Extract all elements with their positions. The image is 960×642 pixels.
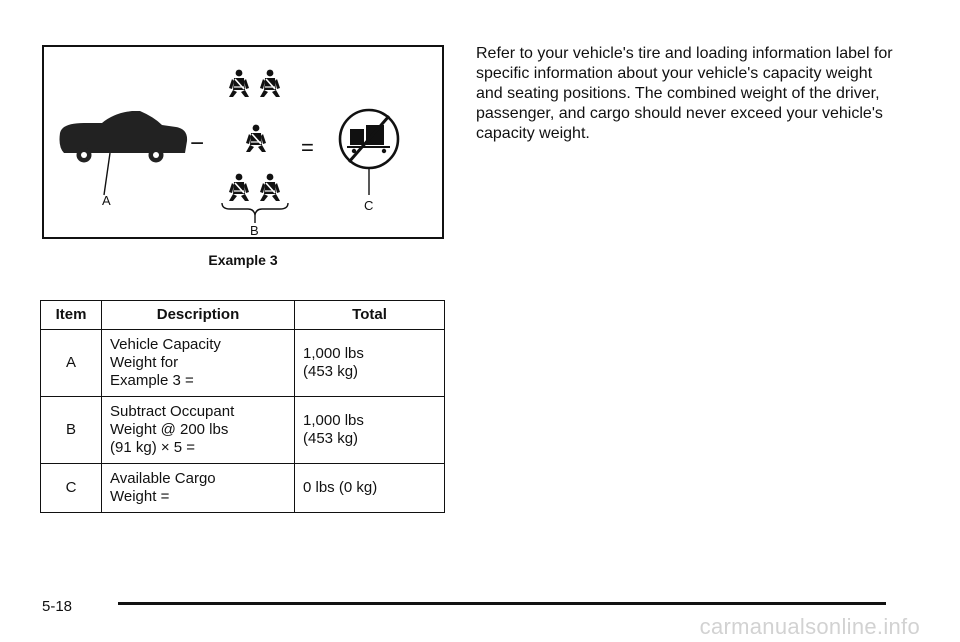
row-total — [295, 330, 445, 397]
row-description — [102, 464, 295, 513]
description-line: Vehicle Capacity — [110, 336, 221, 353]
vehicle-icon — [60, 111, 188, 195]
description-line: (91 kg) × 5 = — [110, 439, 196, 456]
total-line: 0 lbs (0 kg) — [303, 479, 378, 496]
description-line: Example 3 = — [110, 372, 194, 389]
description-line: Subtract Occupant — [110, 403, 235, 420]
header-total: Total — [295, 301, 445, 330]
table-row — [41, 464, 445, 513]
row-description — [102, 330, 295, 397]
table-header-row — [41, 301, 445, 330]
row-description — [102, 397, 295, 464]
row-item: A — [41, 330, 102, 397]
total-line: 1,000 lbs — [303, 345, 364, 362]
no-cargo-icon — [340, 110, 398, 195]
row-total — [295, 397, 445, 464]
table-row — [41, 397, 445, 464]
callout-b: B — [250, 223, 259, 238]
capacity-weight-table — [40, 300, 445, 513]
description-line: Weight for — [110, 354, 179, 371]
description-line: Weight = — [110, 488, 170, 505]
description-line: Weight @ 200 lbs — [110, 421, 229, 438]
row-total — [295, 464, 445, 513]
description-line: Available Cargo — [110, 470, 216, 487]
equals-sign: = — [301, 135, 314, 160]
footer-rule — [118, 602, 886, 605]
total-line: (453 kg) — [303, 363, 359, 380]
callout-c: C — [364, 198, 374, 213]
example-3-illustration — [42, 45, 444, 239]
watermark: carmanualsonline.info — [699, 614, 920, 639]
figure-caption: Example 3 — [208, 252, 278, 268]
header-item: Item — [41, 301, 102, 330]
total-line: 1,000 lbs — [303, 412, 364, 429]
row-item: B — [41, 397, 102, 464]
row-item: C — [41, 464, 102, 513]
occupant-icons — [222, 70, 288, 223]
page-number: 5-18 — [42, 598, 73, 615]
table-row — [41, 330, 445, 397]
total-line: (453 kg) — [303, 430, 359, 447]
header-description: Description — [102, 301, 295, 330]
minus-sign: − — [190, 130, 205, 157]
body-paragraph: Refer to your vehicle's tire and loading information label for specific information about your vehicle's capacity weight and seating positions. The combined weight of the driver, passenger, and cargo should never exceed your vehicle's capacity weight. — [476, 45, 893, 142]
callout-a: A — [102, 193, 111, 208]
